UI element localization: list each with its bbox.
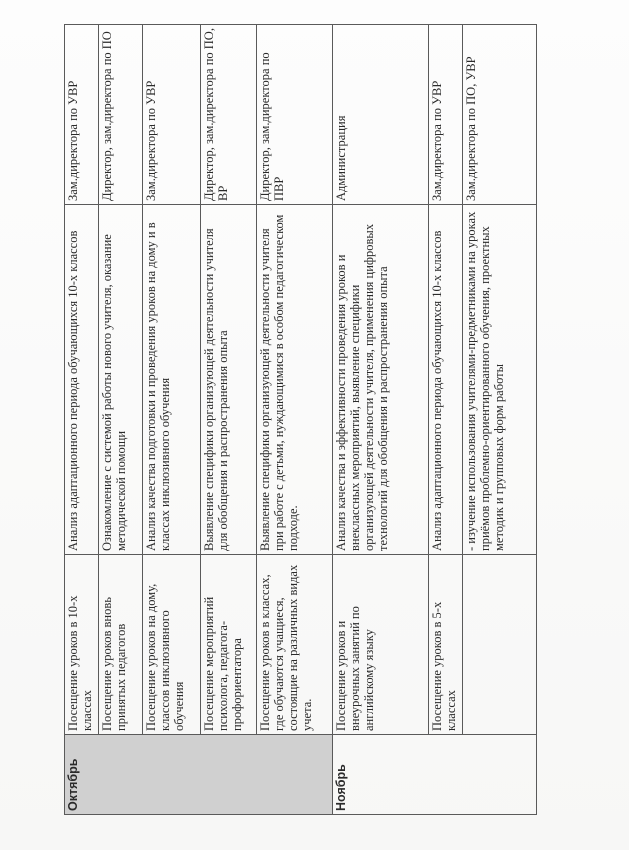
responsible-cell: Директор, зам.директора по ПО bbox=[99, 25, 143, 205]
event-cell: Посещение уроков в 5-х классах bbox=[429, 555, 463, 735]
rotated-table-wrapper bbox=[64, 25, 536, 815]
schedule-table bbox=[64, 24, 537, 815]
month-cell-october: Октябрь bbox=[65, 735, 333, 815]
responsible-cell: Директор, зам.директора по ПВР bbox=[257, 25, 333, 205]
event-cell: Посещение уроков в 10-х классах bbox=[65, 555, 99, 735]
goal-cell: - изучение использования учителями-предметниками на уроках приёмов проблемно-ориентированного обучения, проектных методик и групповых форм работы bbox=[463, 205, 537, 555]
responsible-cell: Администрация bbox=[333, 25, 429, 205]
event-cell: Посещение мероприятий психолога, педагога-профориентатора bbox=[201, 555, 257, 735]
table-row bbox=[99, 25, 143, 815]
event-cell: Посещение уроков на дому, классов инклюзивного обучения bbox=[143, 555, 201, 735]
responsible-cell: Зам.директора по УВР bbox=[429, 25, 463, 205]
table-row bbox=[257, 25, 333, 815]
event-cell bbox=[463, 555, 537, 735]
responsible-cell: Зам.директора по ПО, УВР bbox=[463, 25, 537, 205]
responsible-cell: Зам.директора по УВР bbox=[65, 25, 99, 205]
month-cell-november: Ноябрь bbox=[333, 735, 537, 815]
goal-cell: Анализ качества и эффективности проведения уроков и внеклассных мероприятий, выявление специфики организующей деятельности учителя, применения цифровых технологий для обобщения и распространения опыта bbox=[333, 205, 429, 555]
table-row bbox=[333, 25, 429, 815]
table-row bbox=[201, 25, 257, 815]
table-row bbox=[463, 25, 537, 815]
goal-cell: Выявление специфики организующей деятельности учителя при работе с детьми, нуждающимися в особом педагогическом подходе. bbox=[257, 205, 333, 555]
table-row bbox=[429, 25, 463, 815]
goal-cell: Ознакомление с системой работы нового учителя, оказание методической помощи bbox=[99, 205, 143, 555]
table-row bbox=[65, 25, 99, 815]
event-cell: Посещение уроков в классах, где обучаются учащиеся, состоящие на различных видах учета. bbox=[257, 555, 333, 735]
event-cell: Посещение уроков и внеурочных занятий по английскому языку bbox=[333, 555, 429, 735]
responsible-cell: Зам.директора по УВР bbox=[143, 25, 201, 205]
responsible-cell: Директор, зам.директора по ПО, ВР bbox=[201, 25, 257, 205]
goal-cell: Анализ качества подготовки и проведения уроков на дому и в классах инклюзивного обучения bbox=[143, 205, 201, 555]
goal-cell: Выявление специфики организующей деятельности учителя для обобщения и распространения опыта bbox=[201, 205, 257, 555]
goal-cell: Анализ адаптационного периода обучающихся 10-х классов bbox=[65, 205, 99, 555]
goal-cell: Анализ адаптационного периода обучающихся 10-х классов bbox=[429, 205, 463, 555]
event-cell: Посещение уроков вновь принятых педагогов bbox=[99, 555, 143, 735]
table-row bbox=[143, 25, 201, 815]
